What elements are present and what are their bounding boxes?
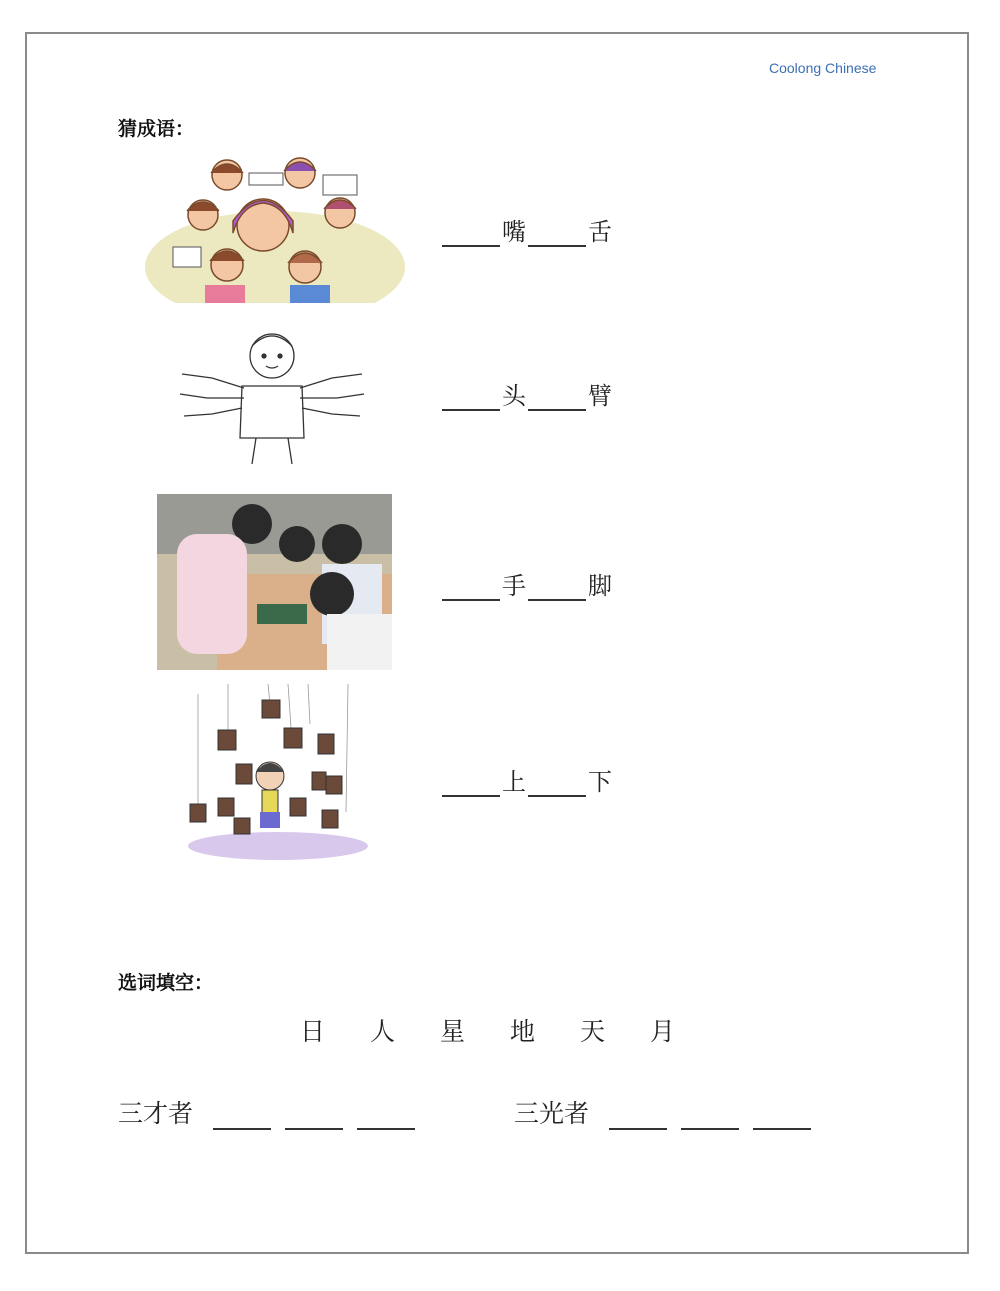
idiom-row-1 xyxy=(440,212,612,247)
idiom-1-char-1: 嘴 xyxy=(502,218,526,246)
blank-4b[interactable] xyxy=(528,771,586,797)
idiom-2-char-2: 臂 xyxy=(588,382,612,410)
blank-1b[interactable] xyxy=(528,221,586,247)
blank-2a[interactable] xyxy=(442,385,500,411)
choice-word: 人 xyxy=(370,1017,396,1046)
illustration-hanging-buckets xyxy=(178,684,374,866)
blank-1a[interactable] xyxy=(442,221,500,247)
choice-word: 天 xyxy=(580,1017,606,1046)
idiom-row-2 xyxy=(440,376,612,411)
brand-label: Coolong Chinese xyxy=(769,60,877,76)
illustration-chattering-crowd xyxy=(145,155,405,303)
fill-label-left: 三才者 xyxy=(118,1099,194,1128)
illustration-many-arms xyxy=(172,326,372,468)
fill-blank[interactable] xyxy=(285,1102,343,1130)
fill-blank[interactable] xyxy=(357,1102,415,1130)
choice-word: 日 xyxy=(300,1017,326,1046)
blank-3b[interactable] xyxy=(528,575,586,601)
section-heading-guess-idiom: 猜成语： xyxy=(118,118,195,140)
fill-blank[interactable] xyxy=(681,1102,739,1130)
fill-blank[interactable] xyxy=(609,1102,667,1130)
choice-word: 月 xyxy=(650,1017,676,1046)
word-choices xyxy=(300,1012,720,1048)
blank-3a[interactable] xyxy=(442,575,500,601)
choice-word: 星 xyxy=(440,1017,466,1046)
blank-4a[interactable] xyxy=(442,771,500,797)
idiom-4-char-2: 下 xyxy=(588,768,612,796)
blank-2b[interactable] xyxy=(528,385,586,411)
idiom-1-char-2: 舌 xyxy=(588,218,612,246)
fill-row-three-talents xyxy=(118,1094,423,1130)
idiom-2-char-1: 头 xyxy=(502,382,526,410)
idiom-3-char-2: 脚 xyxy=(588,572,612,600)
idiom-row-4 xyxy=(440,762,612,797)
fill-row-three-lights xyxy=(514,1094,819,1130)
idiom-4-char-1: 上 xyxy=(502,768,526,796)
idiom-row-3 xyxy=(440,566,612,601)
choice-word: 地 xyxy=(510,1017,536,1046)
idiom-3-char-1: 手 xyxy=(502,572,526,600)
photo-children-crafting xyxy=(157,494,392,670)
fill-label-right: 三光者 xyxy=(514,1099,590,1128)
fill-blank[interactable] xyxy=(213,1102,271,1130)
section-heading-fill-words: 选词填空： xyxy=(118,972,214,994)
fill-blank[interactable] xyxy=(753,1102,811,1130)
